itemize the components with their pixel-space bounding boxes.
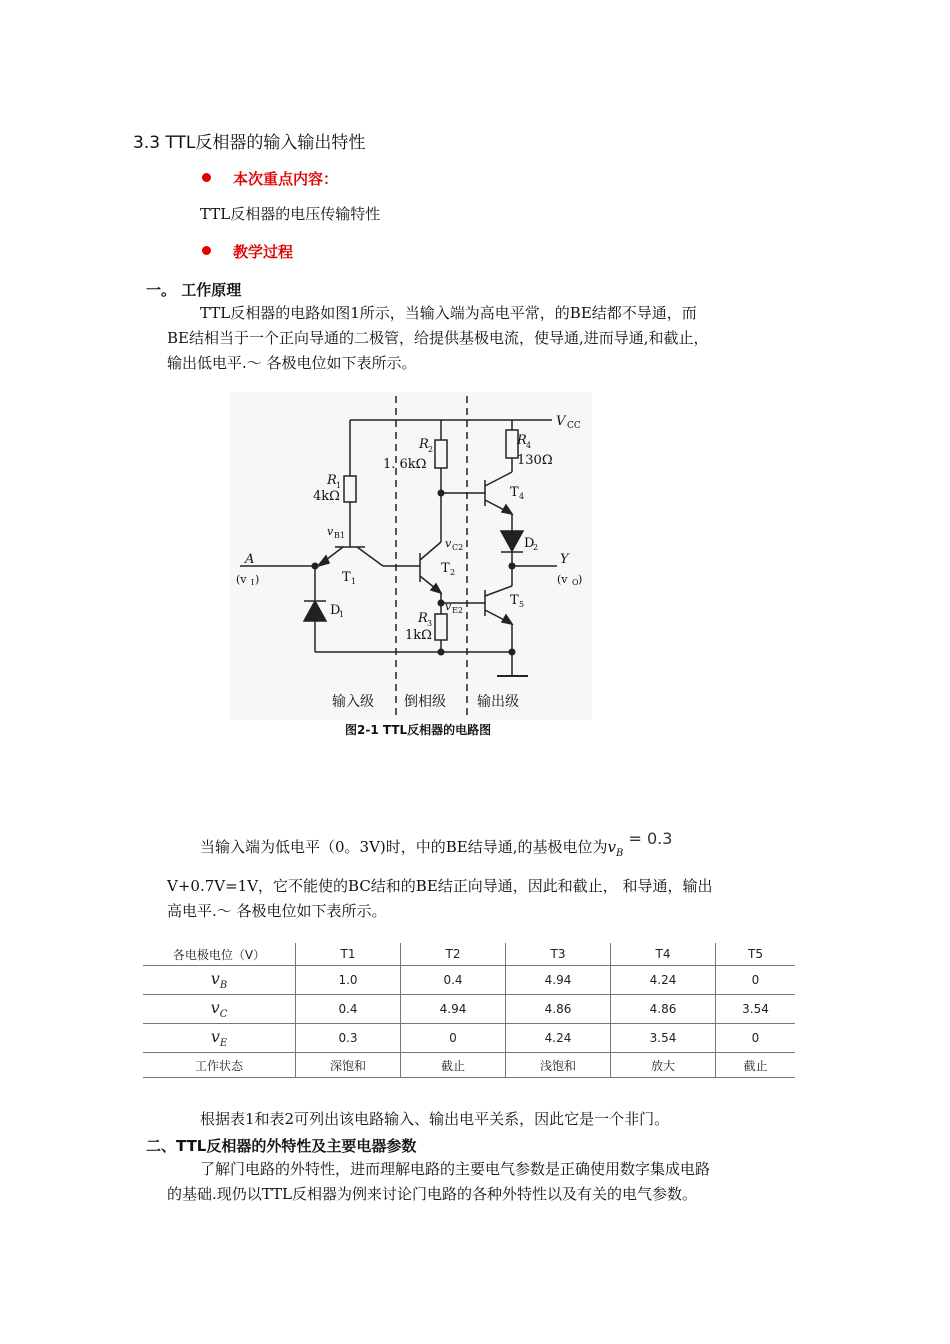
t2-sub: 2 (450, 568, 456, 577)
table-cell: 0.3 (296, 1024, 401, 1053)
vc2-sub: C2 (452, 543, 464, 552)
formula-vb (607, 838, 624, 859)
output-vo-sub: O (572, 578, 579, 587)
stage-inverter-label: 倒相级 (404, 694, 446, 710)
table-header-row (143, 943, 795, 966)
table-header-cell: T3 (506, 943, 611, 966)
table-cell: 0.4 (401, 966, 506, 995)
row-var: v (210, 997, 220, 1017)
d2-sub: 2 (533, 543, 539, 552)
table-cell: 3.54 (611, 1024, 716, 1053)
d1-label: D (330, 603, 341, 618)
r1-label: R (327, 473, 337, 488)
r1-sub: 1 (336, 481, 342, 490)
table-header-cell: T5 (716, 943, 796, 966)
t4-sub: 4 (519, 492, 525, 501)
r3-label: R (418, 611, 428, 626)
table-header-cell: 各电极电位（V） (143, 943, 296, 966)
part2-heading: 二、TTL反相器的外特性及主要电器参数 (146, 1137, 417, 1155)
vc2-label: v (445, 537, 452, 550)
row-var: v (210, 968, 220, 988)
table-cell: 深饱和 (296, 1053, 401, 1078)
table-cell: 截止 (716, 1053, 796, 1078)
part1-line-2: BE结相当于一个正向导通的二极管，给提供基极电流，使导通,进而导通,和截止， (167, 329, 709, 347)
table-cell: 1.0 (296, 966, 401, 995)
d1-sub: 1 (339, 610, 345, 619)
stage-output-label: 输出级 (477, 694, 519, 710)
table-header-cell: T1 (296, 943, 401, 966)
output-vo-label: (v (557, 573, 568, 586)
ttl-inverter-circuit-figure (230, 392, 592, 720)
conclusion-text: 根据表1和表2可列出该电路输入、输出电平关系，因此它是一个非门。 (200, 1110, 670, 1128)
r2-value: 1. 6kΩ (383, 457, 427, 472)
r4-label: R (517, 433, 527, 448)
row-variable (143, 1024, 296, 1053)
row-variable (143, 966, 296, 995)
table-cell: 0 (716, 966, 796, 995)
bullet-dot (202, 246, 211, 255)
table-row (143, 1053, 795, 1078)
t1-label: T (342, 570, 351, 585)
part1-heading: 一。 工作原理 (146, 281, 242, 299)
process-label: 教学过程 (233, 243, 294, 261)
row-var: v (210, 1026, 220, 1046)
r2-label: R (419, 437, 429, 452)
table-cell: 浅饱和 (506, 1053, 611, 1078)
r4-value: 130Ω (517, 453, 553, 468)
formula-sub: B (616, 848, 624, 859)
table-cell: 0 (401, 1024, 506, 1053)
formula-rest: = 0.3 (623, 829, 673, 848)
para2-line-1 (200, 829, 673, 866)
r2-sub: 2 (428, 445, 434, 454)
table-cell: 4.24 (611, 966, 716, 995)
input-vi-label: (v (236, 573, 247, 586)
table-cell: 4.86 (506, 995, 611, 1024)
para2-line-3: 高电平.～ 各极电位如下表所示。 (167, 902, 387, 920)
t4-label: T (510, 485, 519, 500)
figure-caption: 图2-1 TTL反相器的电路图 (345, 723, 492, 737)
part2-line-1: 了解门电路的外特性，进而理解电路的主要电气参数是正确使用数字集成电路 (200, 1160, 711, 1178)
section-title: 3.3 TTL反相器的输入输出特性 (133, 133, 366, 153)
ve2-label: v (445, 600, 452, 613)
vcc-label: V (556, 414, 566, 429)
vb1-label: v (327, 525, 334, 538)
focus-text: TTL反相器的电压传输特性 (200, 205, 381, 223)
table-cell: 3.54 (716, 995, 796, 1024)
table-cell: 截止 (401, 1053, 506, 1078)
formula-var: v (607, 838, 616, 856)
r4-sub: 4 (526, 441, 532, 450)
t2-label: T (441, 561, 450, 576)
output-y-label: Y (560, 552, 569, 567)
table-header-cell: T4 (611, 943, 716, 966)
bullet-dot (202, 173, 211, 182)
ve2-sub: E2 (452, 606, 463, 615)
para2-line-1-text: 当输入端为低电平（0。3V)时，中的BE结导通,的基极电位为 (200, 838, 608, 856)
input-a-label: A (245, 552, 255, 567)
table-row (143, 966, 795, 995)
para2-line-2: V+0.7V=1V，它不能使的BC结和的BE结正向导通，因此和截止， 和导通，输出 (167, 877, 713, 895)
part1-line-1: TTL反相器的电路如图1所示，当输入端为高电平常，的BE结都不导通，而 (200, 304, 697, 322)
table-row (143, 1024, 795, 1053)
row-var-sub: B (219, 980, 228, 992)
table-cell: 4.94 (506, 966, 611, 995)
row-var-sub: E (219, 1038, 228, 1050)
r3-value: 1kΩ (405, 628, 432, 643)
t5-label: T (510, 593, 519, 608)
t5-sub: 5 (519, 600, 525, 609)
table-cell: 4.94 (401, 995, 506, 1024)
table-cell: 4.24 (506, 1024, 611, 1053)
table-cell: 0.4 (296, 995, 401, 1024)
table-row (143, 995, 795, 1024)
input-vi-sub: I (251, 578, 255, 587)
focus-label: 本次重点内容： (233, 170, 339, 188)
state-label: 工作状态 (143, 1053, 296, 1078)
part1-line-3: 输出低电平.～ 各极电位如下表所示。 (167, 354, 417, 372)
t1-sub: 1 (351, 577, 357, 586)
d2-label: D (524, 536, 535, 551)
row-variable (143, 995, 296, 1024)
table-cell: 0 (716, 1024, 796, 1053)
r1-value: 4kΩ (313, 489, 340, 504)
table-cell: 4.86 (611, 995, 716, 1024)
row-var-sub: C (219, 1009, 228, 1021)
r3-sub: 3 (427, 619, 433, 628)
vcc-sub: CC (567, 421, 581, 431)
stage-input-label: 输入级 (332, 694, 374, 710)
table-header-cell: T2 (401, 943, 506, 966)
part2-line-2: 的基础.现仍以TTL反相器为例来讨论门电路的各种外特性以及有关的电气参数。 (167, 1185, 698, 1203)
svg-text:): ) (578, 573, 583, 586)
potential-table (143, 943, 795, 1078)
vb1-sub: B1 (334, 531, 345, 540)
svg-text:): ) (255, 573, 260, 586)
table-cell: 放大 (611, 1053, 716, 1078)
